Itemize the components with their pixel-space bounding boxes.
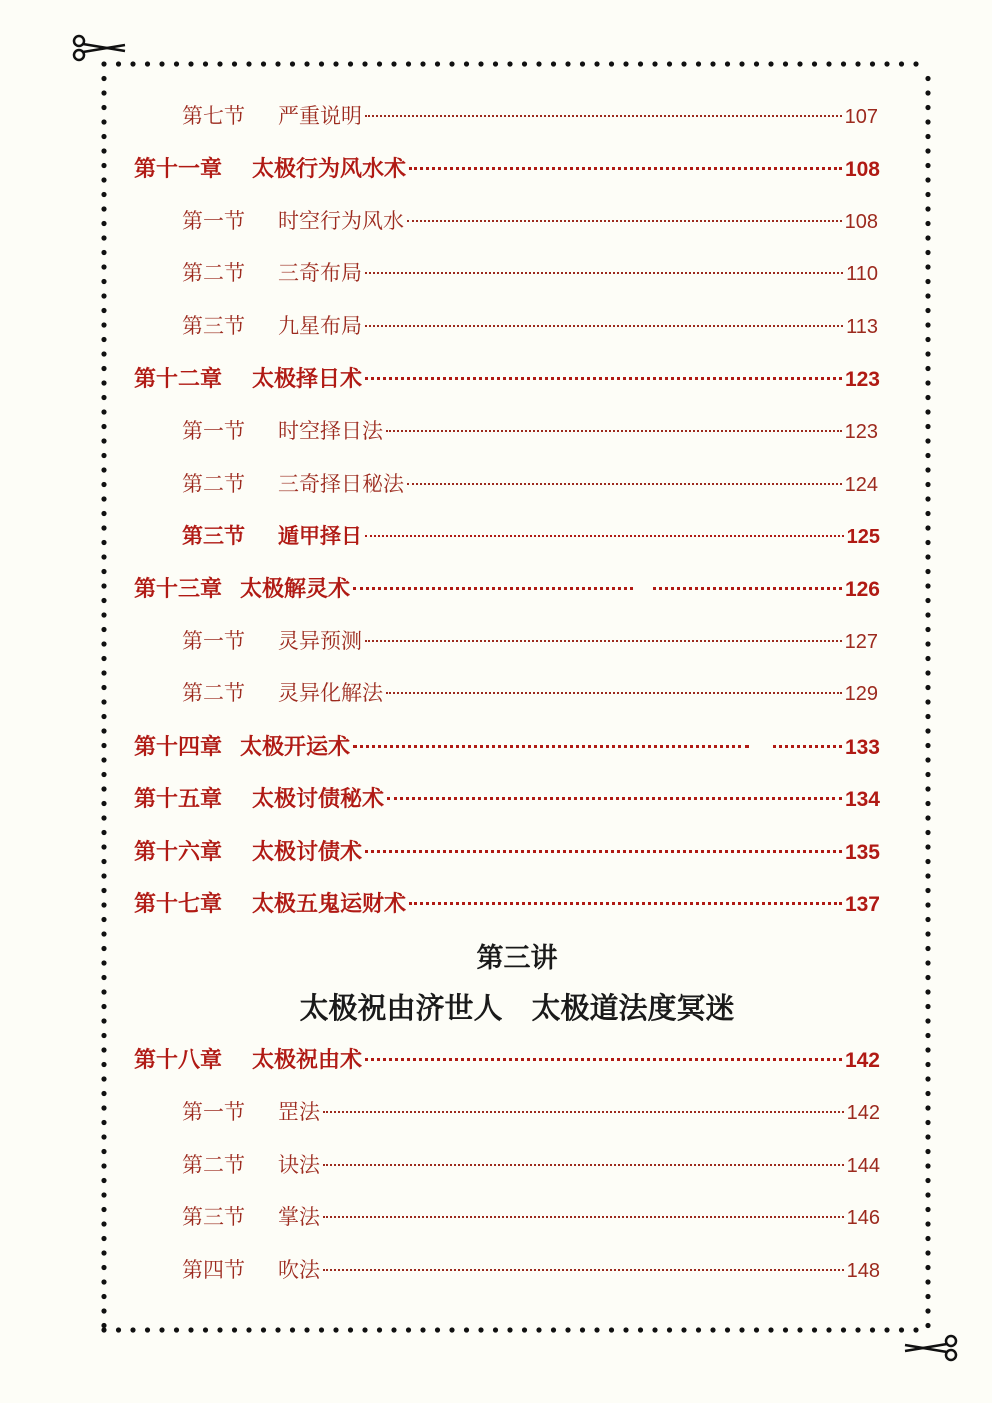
entry-page: 146 <box>846 1207 880 1229</box>
toc-entry[interactable] <box>182 468 878 498</box>
toc-entry[interactable] <box>134 152 880 183</box>
entry-title: 太极五鬼运财术 <box>252 891 407 917</box>
scissors-icon <box>70 34 128 62</box>
entry-number: 第三节 <box>182 314 245 338</box>
toc-entry[interactable] <box>182 1201 880 1231</box>
entry-number: 第三节 <box>182 523 245 548</box>
toc-entry[interactable] <box>182 415 878 445</box>
dot-leader <box>409 166 842 170</box>
entry-number: 第十七章 <box>134 891 223 917</box>
entry-page: 108 <box>844 211 878 233</box>
entry-page: 126 <box>844 578 880 601</box>
entry-number: 第一节 <box>182 209 245 233</box>
entry-number: 第七节 <box>182 104 245 128</box>
toc-entry[interactable] <box>182 1096 880 1126</box>
entry-title: 太极择日术 <box>252 366 363 392</box>
entry-title: 太极行为风水术 <box>252 156 407 182</box>
toc-entry[interactable] <box>134 835 880 866</box>
toc-entry[interactable] <box>182 520 880 550</box>
entry-title: 遁甲择日 <box>278 523 362 548</box>
dot-leader <box>365 849 842 853</box>
entry-title: 罡法 <box>278 1100 320 1124</box>
dot-leader <box>353 744 749 748</box>
dot-leader <box>365 271 843 274</box>
dot-leader <box>323 1215 844 1218</box>
toc-entry[interactable] <box>182 1149 880 1179</box>
entry-page: 144 <box>846 1155 880 1177</box>
entry-title: 太极解灵术 <box>240 576 351 602</box>
entry-title: 严重说明 <box>278 104 362 128</box>
dot-leader <box>323 1163 844 1166</box>
entry-number: 第一节 <box>182 1100 245 1124</box>
entry-title: 太极开运术 <box>240 734 351 760</box>
entry-page: 113 <box>846 316 878 338</box>
toc-entry[interactable] <box>182 625 878 655</box>
entry-number: 第二节 <box>182 681 245 705</box>
dot-leader <box>773 744 842 748</box>
entry-number: 第二节 <box>182 472 245 496</box>
dot-leader <box>365 1057 842 1061</box>
scissors-icon <box>902 1334 960 1362</box>
entry-title: 时空择日法 <box>278 419 383 443</box>
entry-page: 108 <box>844 158 880 181</box>
dot-leader <box>323 1268 844 1271</box>
entry-title: 灵异化解法 <box>278 681 383 705</box>
entry-page: 107 <box>844 106 878 128</box>
part-subtitle: 太极祝由济世人 太极道法度冥迷 <box>299 991 735 1025</box>
part-title: 第三讲 <box>476 943 558 974</box>
entry-page: 148 <box>846 1260 880 1282</box>
entry-number: 第十二章 <box>134 366 223 392</box>
toc-entry[interactable] <box>182 257 878 287</box>
entry-page: 123 <box>844 368 880 391</box>
toc-entry[interactable] <box>182 310 878 340</box>
dot-leader <box>386 429 842 432</box>
dot-leader <box>407 219 842 222</box>
toc-entry[interactable] <box>134 730 880 761</box>
dot-leader <box>353 586 633 590</box>
entry-page: 133 <box>844 736 880 759</box>
entry-page: 123 <box>844 421 878 443</box>
dot-leader <box>653 586 842 590</box>
entry-number: 第二节 <box>182 261 245 285</box>
entry-title: 九星布局 <box>278 314 362 338</box>
entry-page: 124 <box>844 474 878 496</box>
toc-entry[interactable] <box>134 572 880 603</box>
dot-leader <box>365 639 842 642</box>
entry-title: 太极讨债术 <box>252 839 363 865</box>
entry-page: 137 <box>844 893 880 916</box>
entry-page: 129 <box>844 683 878 705</box>
entry-page: 142 <box>846 1102 880 1124</box>
entry-number: 第十五章 <box>134 786 223 812</box>
dot-leader <box>365 376 842 380</box>
entry-number: 第四节 <box>182 1258 245 1282</box>
entry-number: 第二节 <box>182 1153 245 1177</box>
dot-leader <box>365 534 844 537</box>
entry-title: 太极讨债秘术 <box>252 786 385 812</box>
entry-page: 135 <box>844 841 880 864</box>
dot-leader <box>365 324 843 327</box>
entry-title: 诀法 <box>278 1153 320 1177</box>
entry-number: 第十四章 <box>134 734 223 760</box>
entry-number: 第十八章 <box>134 1047 223 1073</box>
toc-entry[interactable] <box>182 1254 880 1284</box>
entry-number: 第一节 <box>182 629 245 653</box>
entry-number: 第十一章 <box>134 156 223 182</box>
entry-title: 太极祝由术 <box>252 1047 363 1073</box>
toc-entry[interactable] <box>134 782 880 813</box>
entry-page: 127 <box>844 631 878 653</box>
dot-leader <box>386 691 842 694</box>
dot-leader <box>407 482 842 485</box>
entry-title: 时空行为风水 <box>278 209 404 233</box>
entry-title: 吹法 <box>278 1258 320 1282</box>
toc-entry[interactable] <box>134 362 880 393</box>
entry-page: 134 <box>844 788 880 811</box>
entry-page: 110 <box>846 263 878 285</box>
dot-leader <box>323 1110 844 1113</box>
entry-title: 三奇布局 <box>278 261 362 285</box>
dot-leader <box>409 901 842 905</box>
toc-entry[interactable] <box>134 887 880 918</box>
entry-number: 第一节 <box>182 419 245 443</box>
toc-entry[interactable] <box>182 100 878 130</box>
entry-number: 第十三章 <box>134 576 223 602</box>
entry-title: 三奇择日秘法 <box>278 472 404 496</box>
entry-page: 125 <box>846 526 880 548</box>
toc-entry[interactable] <box>134 1043 880 1074</box>
entry-title: 掌法 <box>278 1205 320 1229</box>
entry-number: 第十六章 <box>134 839 223 865</box>
entry-page: 142 <box>844 1049 880 1072</box>
dot-leader <box>387 796 842 800</box>
toc-entry[interactable] <box>182 205 878 235</box>
toc-entry[interactable] <box>182 677 878 707</box>
entry-title: 灵异预测 <box>278 629 362 653</box>
entry-number: 第三节 <box>182 1205 245 1229</box>
dot-leader <box>365 114 842 117</box>
